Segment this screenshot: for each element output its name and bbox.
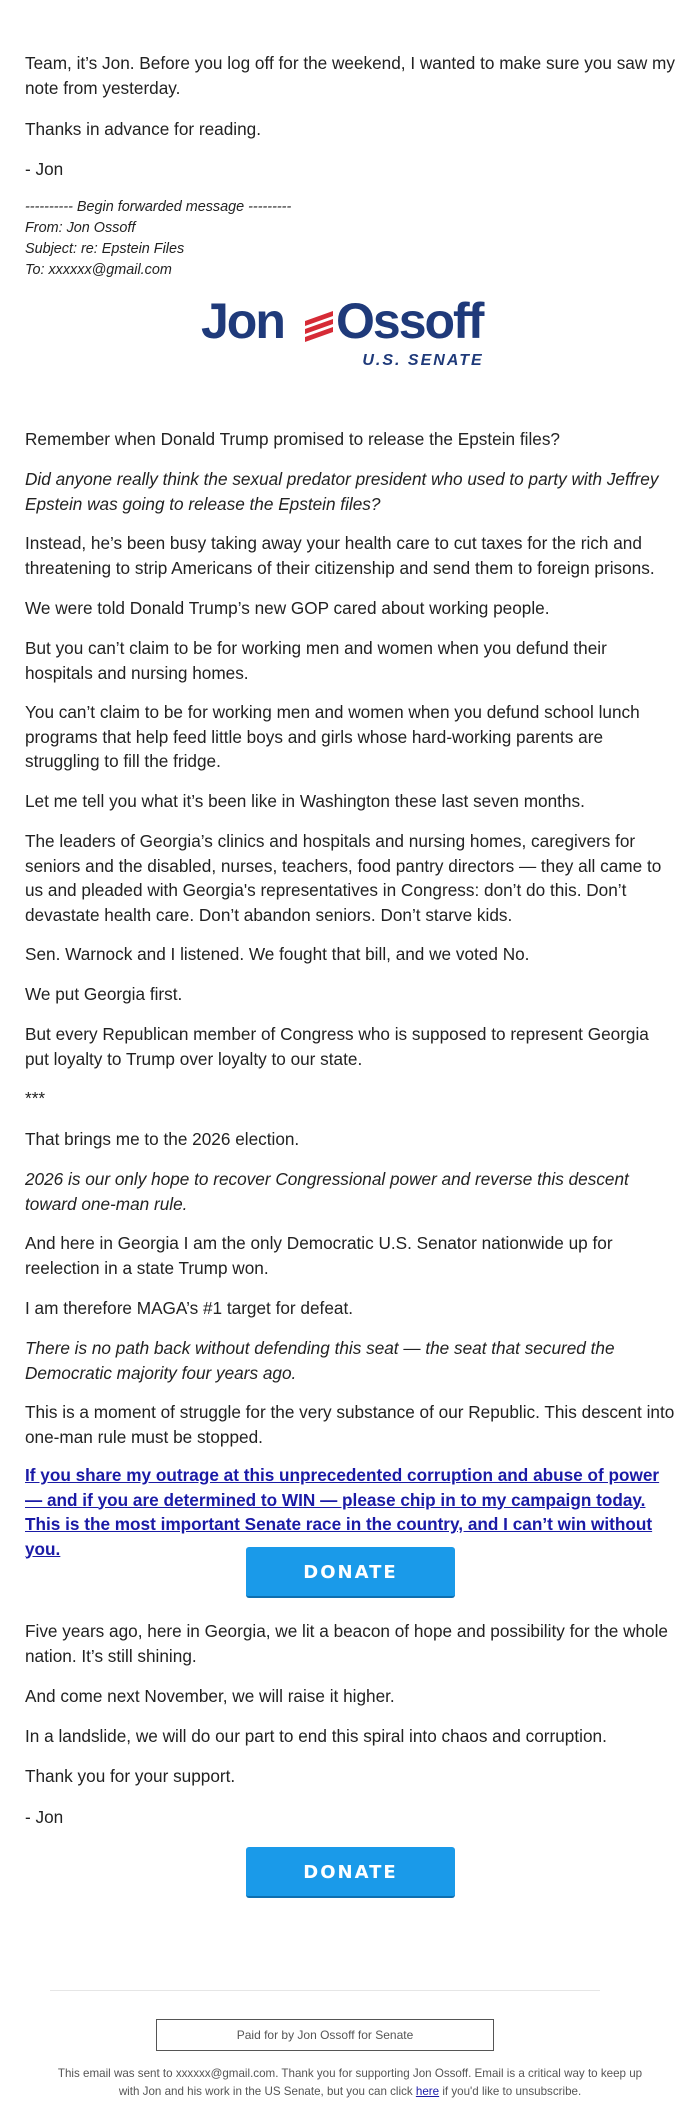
body-paragraph: We were told Donald Trump’s new GOP cared about working people. — [25, 598, 550, 618]
donate-button[interactable]: DONATE — [246, 1547, 455, 1598]
body-paragraph: That brings me to the 2026 election. — [25, 1129, 300, 1149]
logo-stripes-icon — [305, 311, 333, 342]
closing-signoff: - Jon — [25, 1807, 64, 1827]
section-separator: *** — [25, 1088, 46, 1108]
body-paragraph: The leaders of Georgia’s clinics and hospitals and nursing homes, caregivers for seniors and the disabled, nurses, teachers, food pantry directors — they all came to us and pleaded with Georgia's representatives in Congress: don’t do this. Don’t devastate health care. Don’t abandon seniors. Don’t starve kids. — [25, 831, 662, 925]
footer-text: if you'd like to unsubscribe. — [439, 2085, 582, 2098]
forward-divider: ---------- Begin forwarded message --------- — [25, 199, 292, 215]
body-paragraph: Remember when Donald Trump promised to release the Epstein files? — [25, 429, 560, 449]
body-paragraph: But you can’t claim to be for working men and women when you defund their hospitals and nursing homes. — [25, 638, 607, 683]
footer-divider — [50, 1990, 600, 1991]
campaign-logo — [201, 290, 551, 372]
body-paragraph: 2026 is our only hope to recover Congressional power and reverse this descent toward one-man rule. — [25, 1169, 629, 1214]
logo-name-left: Jon — [201, 293, 284, 349]
donation-appeal-link[interactable]: If you share my outrage at this unprecedented corruption and abuse of power — and if you are determined to WIN — please chip in to my campaign today. This is the most important Senate race in the country, and I can’t win without you. — [25, 1465, 660, 1559]
intro-signoff: - Jon — [25, 159, 64, 179]
forwarded-header — [25, 197, 675, 281]
body-paragraph: Let me tell you what it’s been like in Washington these last seven months. — [25, 791, 585, 811]
recipient-email: xxxxxx@gmail.com — [175, 2067, 276, 2080]
body-paragraph: Did anyone really think the sexual predator president who used to party with Jeffrey Epstein was going to release the Epstein files? — [25, 469, 659, 514]
body-paragraph: But every Republican member of Congress who is supposed to represent Georgia put loyalty to Trump over loyalty to our state. — [25, 1024, 649, 1069]
donate-button[interactable]: DONATE — [246, 1847, 455, 1898]
body-paragraph: Instead, he’s been busy taking away your health care to cut taxes for the rich and threatening to strip Americans of their citizenship and send them to foreign prisons. — [25, 533, 655, 578]
forward-subject: Subject: re: Epstein Files — [25, 241, 185, 257]
closing-paragraph: Thank you for your support. — [25, 1766, 236, 1786]
footer-text: . Thank you for supporting Jon Ossoff. Email is a critical way to keep up with Jon and his work in the US Senate, but you can click — [118, 2067, 643, 2098]
intro-paragraph: Thanks in advance for reading. — [25, 119, 261, 139]
body-paragraph: There is no path back without defending this seat — the seat that secured the Democratic majority four years ago. — [25, 1338, 615, 1383]
intro-paragraph: Team, it’s Jon. Before you log off for the weekend, I wanted to make sure you saw my note from yesterday. — [25, 53, 675, 98]
unsubscribe-link[interactable]: here — [415, 2085, 440, 2098]
body-paragraph: We put Georgia first. — [25, 984, 183, 1004]
closing-paragraph: Five years ago, here in Georgia, we lit a beacon of hope and possibility for the whole nation. It’s still shining. — [25, 1621, 668, 1666]
body-paragraph: This is a moment of struggle for the very substance of our Republic. This descent into one-man rule must be stopped. — [25, 1402, 675, 1447]
forward-from: From: Jon Ossoff — [25, 220, 136, 236]
logo-name-right: Ossoff — [336, 293, 483, 349]
forward-to: To: xxxxxx@gmail.com — [25, 262, 172, 278]
body-paragraph: And here in Georgia I am the only Democratic U.S. Senator nationwide up for reelection in a state Trump won. — [25, 1233, 613, 1278]
footer-notice — [50, 2065, 650, 2101]
logo-subtitle: U.S. SENATE — [362, 352, 484, 369]
body-paragraph: Sen. Warnock and I listened. We fought that bill, and we voted No. — [25, 944, 530, 964]
paid-for-disclaimer: Paid for by Jon Ossoff for Senate — [156, 2019, 494, 2051]
body-paragraph: I am therefore MAGA’s #1 target for defeat. — [25, 1298, 353, 1318]
closing-paragraph: In a landslide, we will do our part to end this spiral into chaos and corruption. — [25, 1726, 607, 1746]
closing-paragraph: And come next November, we will raise it higher. — [25, 1686, 395, 1706]
footer-text: This email was sent to — [57, 2067, 176, 2080]
body-paragraph: You can’t claim to be for working men and women when you defund school lunch programs that help feed little boys and girls whose hard-working parents are struggling to fill the fridge. — [25, 702, 640, 771]
